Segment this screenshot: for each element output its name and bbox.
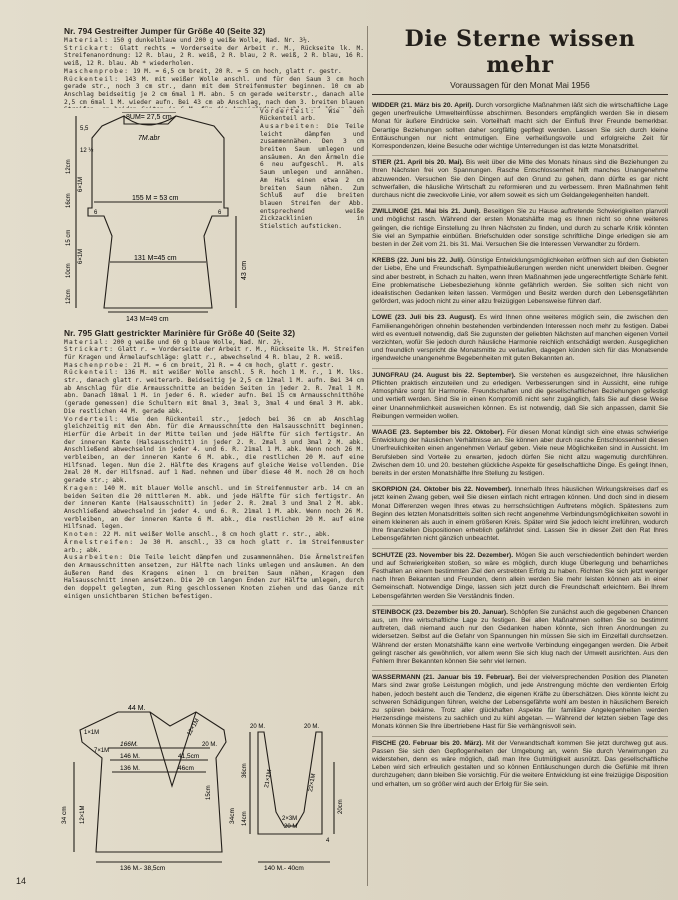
diagram-795 [50, 702, 366, 872]
strickart-label: Strickart: [64, 346, 115, 354]
diag795-d8: 12×1M [186, 717, 201, 737]
pattern-794-ausarb [260, 123, 364, 303]
vorder-label: Vorderteil: [64, 415, 120, 423]
knitting-column [64, 26, 364, 600]
maschenprobe-text: 21 M. = 6 cm breit, 21 R. = 4 cm hoch, glatt r. gestr. [133, 361, 335, 369]
kragen-text: 140 M. mit blauer Wolle anschl. und im Streifenmuster arb. 14 cm an beiden Seiten die 20 mittleren M. abk. und jede Hälfte für sich fertigstr. An der inneren Kante (Halsausschnitt) in jeder 2. R. 2mal 3 und 3mal 2 M. abk. Anschließend abwechselnd in jeder 4. und 6. R. 21mal 1 M. abk. Wenn noch 26 M. verbleiben, an der inneren Kante 6 M. abk., die restlichen 20 M. auf eine Hilfsnad. legen. [64, 484, 364, 531]
sign-text: Günstige Entwicklungsmöglichkeiten eröffnen sich auf den Gebieten der Liebe, Ehe und Freundschaft. Sympathieäußerungen werden nicht unerwidert bleiben. Gegner sind aber bestrebt, in Schach zu halten, wenn Ihren Maßnahmen jede ungerechtfertigte Schärfe fehlt. Eine problematische Liebesbeziehung könnte gefährlich werden. Sie sollten sich nicht von idealistischen Gedanken leiten lassen. Vermögen und Besitz werden durch den Lebensgefährten gefördert, was jedoch nicht zu einer allzu freizügigen Lebensweise führen darf. [372, 257, 668, 306]
pattern-794-right-text [260, 108, 364, 303]
pattern-795-ausarb [64, 554, 364, 600]
diag794-left2: 12 ½ [80, 147, 94, 154]
diag794-side6a: 6 [94, 209, 98, 216]
material-label: Material: [64, 338, 110, 346]
sign-name: KREBS (22. Juni bis 22. Juli). [372, 257, 465, 265]
knoten-text: 22 M. mit weißer Wolle anschl., 8 cm hoch glatt r. str., abk. [102, 531, 331, 539]
maschenprobe-label: Maschenprobe: [64, 67, 130, 75]
strickart-text: Glatt r. = Vorderseite der Arbeit r. M., Rückseite lk. M. Streifen für Kragen und Ärmelaufschläge: glatt r., abwechselnd 4 R. blau, 2 R. weiß. [64, 346, 364, 361]
pattern-794-maschenprobe [64, 68, 364, 76]
diag795-d5: 20 M. [202, 742, 218, 748]
diagram-794 [64, 112, 260, 322]
pattern-795-vorder [64, 416, 364, 485]
horoscope-entry [372, 483, 668, 548]
pattern-795-material [64, 339, 364, 347]
diag795-r9: 20cm [338, 799, 344, 814]
ausarb-text: Die Teile leicht dämpfen und zusammennähen. Die Ärmelstreifen den Armausschnitten ansetzen, zur Hälfte nach links umlegen und ansäumen. An dem äußeren Rand des Kragens einen 1 cm breiten Saum nähen, Kragen dem Halsausschnitt innen ansetzen. Die 20 cm langen Enden zur Hälfte umlegen, durch den doppelt gelegten, zum Ring geschlossenen Knoten ziehen und das Ganze mit einigen unsichtbaren Stichen befestigen. [64, 554, 364, 600]
vorder-text: Wie den Rückenteil arb. [260, 107, 364, 123]
vorder-label: Vorderteil: [260, 107, 316, 115]
sign-name: WASSERMANN (21. Januar bis 19. Februar). [372, 674, 515, 682]
sign-text: Durch vorsorgliche Maßnahmen läßt sich die wirtschaftliche Lage gegen unerfreuliche Umwelteinflüsse abschirmen. Besonders empfänglich werden Sie in diesem Monat für äußere Eindrücke sein. Vorteilhaft macht sich der Einfluß Ihrer Freunde bemerkbar. Derartige Beziehungen sollten daher sorgfältig gepflegt werden. Lassen Sie sich durch kleine Enttäuschungen nur nicht entmutigen. Eine verheißungsvolle und erfolgreiche Zeit für Korrespondenzen, kleine Besuche oder wichtige Unterredungen ist das letzte Monatsdrittel. [372, 102, 668, 151]
diag795-r4: 2×3M [282, 816, 298, 822]
horoscope-subtitle: Voraussagen für den Monat Mai 1956 [450, 80, 590, 90]
strickart-text: Glatt rechts = Vorderseite der Arbeit r. M., Rückseite lk. M. Streifenanordnung: 12 R. blau, 2 R. weiß, 2 R. blau, 2 R. weiß, 2 R. blau, 16 R. weiß, 12 R. blau. Ab * wiederholen. [64, 44, 364, 68]
diag795-top: 44 M. [128, 705, 146, 712]
diag794-lower: 131 M=45 cm [134, 254, 177, 262]
diag794-side6b: 6 [218, 209, 222, 216]
diag795-d3: 136 M. [120, 765, 140, 772]
ausarb-label: Ausarbeiten: [260, 122, 321, 130]
strickart-label: Strickart: [64, 44, 115, 52]
aermel-text: Je 30 M. anschl., 33 cm hoch glatt r. im Streifenmuster arb.; abk. [64, 538, 364, 554]
horoscope-entry [372, 426, 668, 483]
maschenprobe-text: 19 M. = 6,5 cm breit, 20 R. = 5 cm hoch, glatt r. gestr. [133, 67, 342, 75]
material-text: 150 g dunkelblaue und 200 g weiße Wolle, Nad. Nr. 3½. [112, 37, 311, 44]
horoscope-list [372, 99, 668, 793]
ausarb-text: Die Teile leicht dämpfen und zusammennähen. Den 3 cm breiten Saum umlegen und ansäumen. An den Ärmeln die 6 neu aufgeschl. M. als Saum umlegen und annähen. Am Hals einen etwa 2 cm breiten Saum nähen. Zum Schluß auf die breiten blauen Streifen der Abb. entsprechend weiße Zickzacklinien in Stielstich aufsticken. [260, 122, 364, 231]
sign-name: ZWILLINGE (21. Mai bis 21. Juni). [372, 208, 481, 216]
aermel-label: Ärmelstreifen: [64, 538, 135, 546]
pattern-795-aermel [64, 539, 364, 554]
sign-text: Bei der vielversprechenden Position des Planeten Mars sind zwar große Leistungen möglich, und jede Anstrengung möchte den verdienten Erfolg haben, jedoch besteht auch die Tendenz, die eigenen Kräfte zu überschätzen. Dies könnte leicht zu schweren Schädigungen führen, welche der Lebensgefährte wohl am besten in häuslichem Bereich zu spüren bekäme. Trotz aller glückhaften Aspekte für familiäre Angelegenheiten werden Herzensdinge meistens zu sachlich und zu kühl abgetan. — Während der letzten sieben Tage des Monats können Sie Ihre übertriebene Hast für Sie verhängnisvoll sein. [372, 674, 668, 731]
sign-text: Für diesen Monat kündigt sich eine etwas schwierige Entwicklung der häuslichen Verhältnisse an. Sie können aber durch rasche Entschlossenheit diesen Unerfreulichkeiten einen angenehmen Verlauf geben. Viele neue Möglichkeiten sind in Aussicht. Im Berufsleben sind Vorteile zu erwarten, jedoch dürfen Sie nicht allzu wagemutig durchführen. Zwischen dem 10. und 20. bestehen glückliche Aspekte für gesellschaftliche Dinge. Es gelingt Ihnen, bereits in der ersten Monatshälfte Ihre Stellung zu festigen. [372, 428, 668, 477]
knoten-label: Knoten: [64, 531, 100, 539]
diag794-height: 43 cm [241, 260, 248, 280]
sign-text: Bis weit über die Mitte des Monats hinaus sind die Beziehungen zu Ihren Nächsten frei von Spannungen. Rasche Entschlossenheit hilft manches Unangenehme abzuwenden. Versuchen Sie den Dingen auf den Grund zu gehen, dann dürfte es gar nicht schwerfallen, die häusliche Wirtschaft zu reformieren und zu verbessern. Ihren Maßnahmen fehlt durchaus nicht die zweckvolle Linie, vor allem soweit es sich um Geldangelegenheiten handelt. [372, 159, 668, 200]
pattern-795-strickart [64, 346, 364, 361]
material-label: Material: [64, 37, 110, 44]
ausarb-label: Ausarbeiten: [64, 554, 125, 562]
horoscope-entry [372, 156, 668, 205]
diag795-r7: 14cm [242, 811, 248, 826]
diag794-left8: 10cm [66, 262, 72, 278]
ruecken-label: Rückenteil: [64, 75, 120, 83]
diag794-mid: 155 M = 53 cm [132, 194, 179, 202]
diag795-d2: 146 M. [120, 753, 140, 760]
sign-text: Beseitigen Sie zu Hause auftretende Schwierigkeiten planvoll und möglichst rasch. Während der ersten Monatshälfte mag es Ihnen nicht so ohne weiteres gelingen, die richtige Einstellung zu Ihren Nächsten zu finden, und durch zu scharfe Kritik könnten Sie viel an Sympathie einbüßen. Briefschulden oder sonstige schriftliche Dinge erledigen sie am besten in der Zeit vom 21. bis 31. Mai. Versuchen Sie die Interessen Verwandter zu fördern. [372, 208, 668, 249]
pattern-794-body-with-diagram [64, 76, 364, 324]
ruecken-text: 136 M. mit weißer Wolle anschl. 5 R. hoch 1 M. r., 1 M. lks. str., danach glatt r. weiterarb. Beidseitig je 2,5 cm 12mal 1 M. aufn. Bei 34 cm ab Anschlag für die Armausschnitte an beiden Seiten in jeder 2. R. 7mal 1 M. abn. Danach 18mal 1 M. in jeder 6. R. wieder aufn. Bei 15 cm Armausschnitthöhe (gerade gemessen) die Schultern mit 8mal 3, 3mal 3, 3mal 4 und 6mal 3 M. abk. Die restlichen 44 M. gerade abk. [64, 369, 364, 415]
page-number: 14 [16, 876, 27, 886]
pattern-794 [64, 26, 364, 324]
diag794-left7: 6×1M [78, 248, 84, 264]
mariniere-outline [80, 712, 226, 852]
diag794-left5: 16cm [66, 192, 72, 208]
ruecken-text: 143 M. mit weißer Wolle anschl. und für den Saum 3 cm hoch gerade str., noch 3 cm str., dann mit dem Streifenmuster beginnen. 10 cm ab Anschlag beidseitig je 2 cm 6mal 1 M. abn. 5 cm gerade weiterstr., danach alle 2,5 cm 6mal 1 M. wieder aufn. Bei 43 cm ab Anschlag, nach dem 3. breiten blauen [64, 75, 364, 106]
horoscope-entry [372, 311, 668, 368]
horoscope-entry [372, 205, 668, 254]
diag795-d11: 34 cm [61, 806, 68, 824]
kragen-label: Kragen: [64, 484, 100, 492]
sign-name: FISCHE (20. Februar bis 20. März). [372, 739, 484, 747]
sign-text: Sie verstehen es ausgezeichnet, Ihre häuslichen Pflichten praktisch einzuteilen und zu erledigen. Verbesserungen sind in Aussicht, eine ruhige Atmosphäre sorgt für Harmonie. Freundschaften und die gesellschaftlichen Beziehungen gefestigt und vertieft werden. Sind Sie in einen Kompromiß nicht sehr zugänglich, falls Sie auf diese Weise einer Unannehmlichkeit ausweichen können. Es ist notwendig, daß Sie sich anpassen, damit Sie Reibungen vermeiden wollen. [372, 371, 668, 420]
horoscope-entry [372, 549, 668, 606]
sign-name: SKORPION (24. Oktober bis 22. November). [372, 486, 512, 494]
horoscope-entry [372, 671, 668, 736]
vorder-text: Wie den Rückenteil str., jedoch bei 36 cm ab Anschlag gleichzeitig mit den Abn. für die Armausschnitte den Halsausschnitt beginnen. Hierfür die Arbeit in der Mitte teilen und jede Hälfte für sich fertigstr. An der inneren Kante (Halsausschnitt) in jeder 2. R. 2mal 3 und 3mal 2 M. abk. Anschließend abwechselnd in jeder 4. und 6. R. 21mal 1 M. abk. Wenn noch 26 M. verbleiben, an der inneren Kante 6 M. abk., die restlichen 20 M. auf eine Hilfsnad. legen. Nun die 2. Hälfte des Kragens auf gleiche Weise vollenden. Die 2mal 20 M. der Hilfsnad. auf 1 Nad. nehmen und über diese 40 M. noch 20 cm hoch gerade str.; abk. [64, 415, 365, 485]
pattern-794-material [64, 37, 364, 45]
horoscope-column [372, 26, 668, 793]
ruecken-label: Rückenteil: [64, 369, 120, 377]
diag795-bottom1: 136 M.- 38,5cm [120, 865, 166, 872]
pattern-795-ruecken [64, 369, 364, 415]
diag795-r10: 4 [326, 838, 330, 844]
pattern-795-knoten [64, 531, 364, 539]
diag795-r3: 21×1M [264, 769, 274, 789]
diag795-d1: 166M. [120, 741, 139, 748]
pattern-795-kragen [64, 485, 364, 531]
pattern-794-ruecken [64, 76, 364, 108]
diag795-r5: 22×1M [308, 773, 318, 793]
sign-name: WIDDER (21. März bis 20. April). [372, 102, 474, 109]
sign-name: LOWE (23. Juli bis 23. August). [372, 314, 477, 322]
horoscope-entry [372, 369, 668, 426]
pattern-795-maschenprobe [64, 362, 364, 370]
sign-text: Innerhalb Ihres häuslichen Wirkungskreises darf es jetzt keinen Zwang geben, weil Sie diesen einfach nicht ertragen können. Und doch sind in diesem Monat Differenzen wegen Ihres etwas zu herrschsüchtigen Auftretens möglich. Spätestens zum Beginn des letzten Monatsdrittels sollten sich recht angenehme Verbindungsmöglichkeiten sowohl in einem kleineren als auch in einem größeren Kreis. Später wird Sie jedoch leicht irreführen, wodurch Ihre finanziellen Dispositionen erheblich gefährdet sind. Lassen Sie in dieser Zeit den Rat Ihres Lebensgefährten nicht gänzlich unbeachtet. [372, 486, 668, 543]
sign-name: SCHUTZE (23. November bis 22. Dezember). [372, 551, 514, 559]
diag794-top: 8UM= 27,5 cm [126, 113, 172, 121]
material-text: 200 g weiße und 60 g blaue Wolle, Nad. Nr. 2½. [112, 338, 285, 346]
diag795-bottom2: 140 M.- 40cm [264, 865, 304, 872]
diag795-r6: 20 M [284, 824, 298, 830]
column-divider [367, 26, 368, 886]
horoscope-rule [372, 94, 668, 95]
pattern-795 [64, 328, 364, 601]
pattern-794-heading: Nr. 794 Gestreifter Jumper für Größe 40 (Seite 32) [64, 26, 266, 36]
diag795-r2: 20 M. [304, 724, 320, 730]
diag795-d10: 7×1M [94, 748, 110, 754]
horoscope-entry [372, 254, 668, 311]
pattern-795-heading: Nr. 795 Glatt gestrickter Marinière für Größe 40 (Seite 32) [64, 327, 296, 338]
sign-name: WAAGE (23. September bis 22. Oktober). [372, 428, 505, 436]
sign-name: STEINBOCK (23. Dezember bis 20. Januar). [372, 608, 508, 616]
diag795-r1: 20 M. [250, 724, 266, 730]
diag795-d12: 12×1M [80, 805, 86, 824]
maschenprobe-label: Maschenprobe: [64, 361, 130, 369]
diag794-left4: 6×1M [78, 176, 84, 192]
horoscope-entry [372, 606, 668, 671]
diag795-d6: 41,5cm [178, 753, 200, 760]
horoscope-title: Die Sterne wissen mehr [404, 26, 636, 78]
diag795-d9: 15cm [206, 785, 212, 800]
sign-text: Schöpfen Sie zunächst auch die gegebenen Chancen aus, um Ihre wirtschaftliche Lage zu festigen. Bei allen Maßnahmen sollten Sie so bestimmt auftreten, daß niemand auch nur den Gedanken haben könnte, sich Ihren Anordnungen zu widersetzen. Selbst auf die Gefahr von Spannungen hin müssen Sie sich im Einzelfall durchsetzen. Während der ersten Monatshälfte kann eine wertvolle Verbindung eingegangen werden. Die Arbeit gelingt rascher als gewöhnlich, vor allem wenn Sie sich klug nach der Umwelt ausrichten. Aus den Fehlern Ihrer Bekannten können Sie sehr viel lernen. [372, 608, 668, 665]
diag794-left1: 5,5 [80, 125, 89, 132]
diag795-r8: 36cm [242, 763, 248, 778]
diag794-left9: 12cm [66, 288, 72, 304]
horoscope-entry [372, 99, 668, 156]
diag794-bottom: 143 M=49 cm [126, 315, 169, 322]
v-neck-line [150, 712, 196, 786]
sign-text: Es wird Ihnen ohne weiteres möglich sein, die zwischen den Familienangehörigen ohnehin bestehenden verbindenden Interessen noch mehr zu festigen. Dabei wird es eventuell notwendig, daß Sie zugunsten der geliebten Nächsten auf manchen eigenen Vorteil verzichten, wofür Sie jedoch durch häusliche Harmonie reichlich entschädigt werden. Ausgeglichen und freundlich verspricht die Monatsmitte zu verlaufen, dagegen künden sich für das Monatsende irgendwelche unangenehme Begebenheiten mit guten Bekannten an. [372, 314, 669, 363]
horoscope-entry [372, 737, 668, 793]
sign-name: STIER (21. April bis 20. Mai). [372, 159, 464, 167]
diag794-neck: 7M.abr [138, 134, 160, 142]
diag794-left3: 12cm [66, 158, 72, 174]
diag794-left6: 15 cm [66, 229, 72, 246]
sign-text: Mögen Sie auch verschiedentlich behindert werden und auf Schwierigkeiten stoßen, so wäre es möglich, durch kluge Überlegung und beharrliches Festhalten an einem bestimmten Ziel den erstrebten Erfolg zu haben. Richten Sie sich jetzt weniger nach Ihren Bekannten und Freunden, denn allein werden Sie mehr leisten können als in einer Gemeinschaft. Notwendige Dinge, lassen sich jetzt durch die Freundschaft erleichtern. Bei Ihrem Lebensgefährten werden Sie Verständnis finden. [372, 551, 668, 600]
diag795-d4: 1×1M [84, 730, 100, 736]
mariniere-schematic [50, 702, 366, 872]
sign-name: JUNGFRAU (24. August bis 22. September). [372, 371, 516, 379]
pattern-794-strickart [64, 45, 364, 68]
jumper-schematic [64, 112, 260, 322]
pattern-794-vorder [260, 108, 364, 123]
jumper-outline [88, 113, 228, 308]
sign-text: Mit der Verwandtschaft kommen Sie jetzt durchweg gut aus. Passen Sie sich den Gepflogenheiten der Umgebung an, wenn Sie durch Verwirrungen zu widerstehen, denn es wäre möglich, daß man Ihre Gutmütigkeit ausnützt. Das gesellschaftliche Leben wird sich erfreulich gestalten und so können Enttäuschungen durch die Gefühle mit Ihren durchzugehen; dann bleiben Sie vorsichtig. Für die weitere Entwicklung ist eine freizügige Disposition und erhalten, um so größer wird auch der Erfolg für Sie sein. [372, 739, 668, 788]
diag795-d13: 34cm [229, 808, 236, 824]
diag795-d7: 46cm [178, 765, 194, 772]
